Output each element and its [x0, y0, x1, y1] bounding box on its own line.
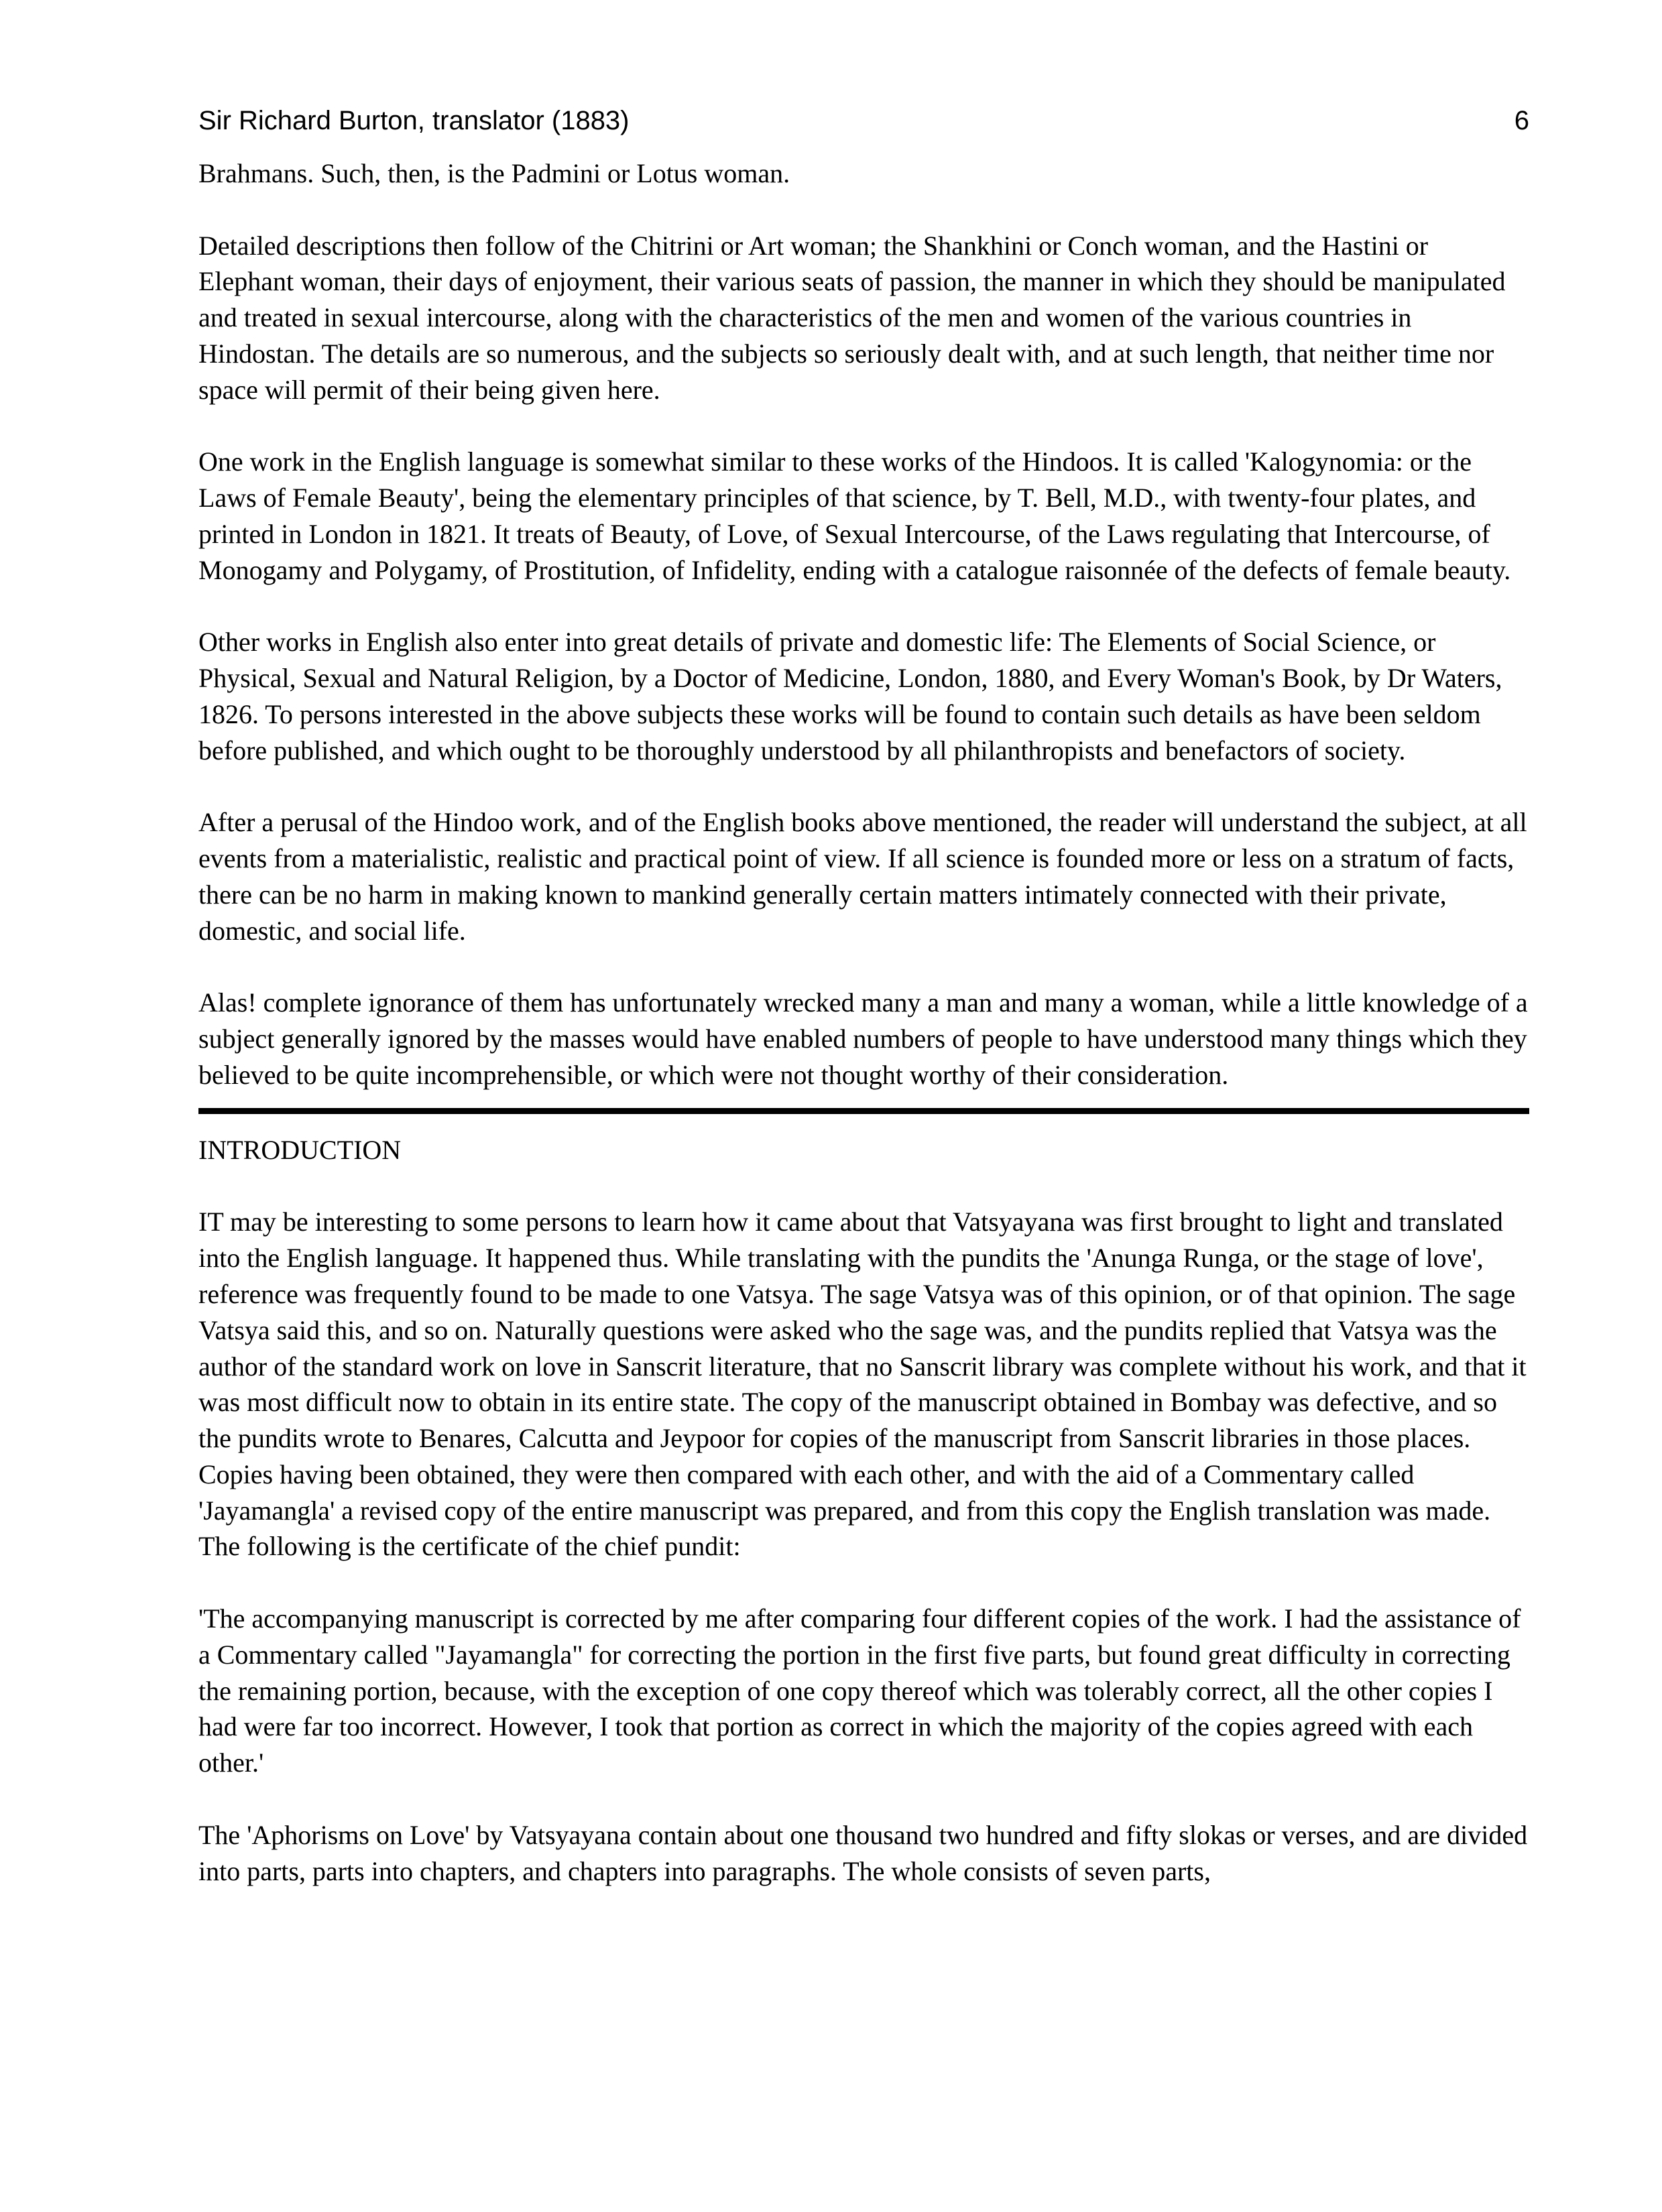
paragraph: IT may be interesting to some persons to learn how it came about that Vatsyayana was first brought to light and translated into the English language. It happened thus. While translating with the pundits the 'Anunga Runga, or the stage of love', reference was frequently found to be made to one Vatsya. The sage Vatsya was of this opinion, or of that opinion. The sage Vatsya said this, and so on. Naturally questions were asked who the sage was, and the pundits replied that Vatsya was the author of the standard work on love in Sanscrit literature, that no Sanscrit library was complete without his work, and that it was most difficult now to obtain in its entire state. The copy of the manuscript obtained in Bombay was defective, and so the pundits wrote to Benares, Calcutta and Jeypoor for copies of the manuscript from Sanscrit libraries in those places. Copies having been obtained, they were then compared with each other, and with the aid of a Commentary called 'Jayamangla' a revised copy of the entire manuscript was prepared, and from this copy the English translation was made. The following is the certificate of the chief pundit: — [198, 1207, 1527, 1562]
page-number: 6 — [1514, 106, 1529, 135]
page-header — [198, 101, 1529, 141]
paragraph: 'The accompanying manuscript is corrected by me after comparing four different copies of the work. I had the assistance of a Commentary called "Jayamangla" for correcting the portion in the first five parts, but found great difficulty in correcting the remaining portion, because, with the exception of one copy thereof which was tolerably correct, all the other copies I had were far too incorrect. However, I took that portion as correct in which the majority of the copies agreed with each other.' — [198, 1603, 1521, 1778]
paragraph: Brahmans. Such, then, is the Padmini or Lotus woman. — [198, 158, 790, 188]
running-title: Sir Richard Burton, translator (1883) — [198, 106, 630, 135]
page-body — [198, 156, 1529, 1925]
paragraph: Alas! complete ignorance of them has unfortunately wrecked many a man and many a woman, while a little knowledge of a subject generally ignored by the masses would have enabled numbers of people to have understood many things which they believed to be quite incomprehensible, or which were not thought worthy of their consideration. — [198, 987, 1528, 1090]
paragraph: Other works in English also enter into great details of private and domestic life: The Elements of Social Science, or Physical, Sexual and Natural Religion, by a Doctor of Medicine, London, 1880, and Every Woman's Book, by Dr Waters, 1826. To persons interested in the above subjects these works will be found to contain such details as have been seldom before published, and which ought to be thoroughly understood by all philanthropists and benefactors of society. — [198, 627, 1502, 765]
section-heading: INTRODUCTION — [198, 1134, 402, 1165]
section-divider — [198, 1108, 1529, 1114]
paragraph: The 'Aphorisms on Love' by Vatsyayana contain about one thousand two hundred and fifty slokas or verses, and are divided into parts, parts into chapters, and chapters into paragraphs. The whole consists of seven parts, — [198, 1819, 1528, 1886]
paragraph: Detailed descriptions then follow of the Chitrini or Art woman; the Shankhini or Conch woman, and the Hastini or Elephant woman, their days of enjoyment, their various seats of passion, the manner in which they should be manipulated and treated in sexual intercourse, along with the characteristics of the men and women of the various countries in Hindostan. The details are so numerous, and the subjects so seriously dealt with, and at such length, that neither time nor space will permit of their being given here. — [198, 230, 1506, 405]
paragraph: After a perusal of the Hindoo work, and of the English books above mentioned, the reader will understand the subject, at all events from a materialistic, realistic and practical point of view. If all science is founded more or less on a stratum of facts, there can be no harm in making known to mankind generally certain matters intimately connected with their private, domestic, and social life. — [198, 807, 1527, 946]
paragraph: One work in the English language is somewhat similar to these works of the Hindoos. It is called 'Kalogynomia: or the Laws of Female Beauty', being the elementary principles of that science, by T. Bell, M.D., with twenty-four plates, and printed in London in 1821. It treats of Beauty, of Love, of Sexual Intercourse, of the Laws regulating that Intercourse, of Monogamy and Polygamy, of Prostitution, of Infidelity, ending with a catalogue raisonnée of the defects of female beauty. — [198, 446, 1511, 585]
